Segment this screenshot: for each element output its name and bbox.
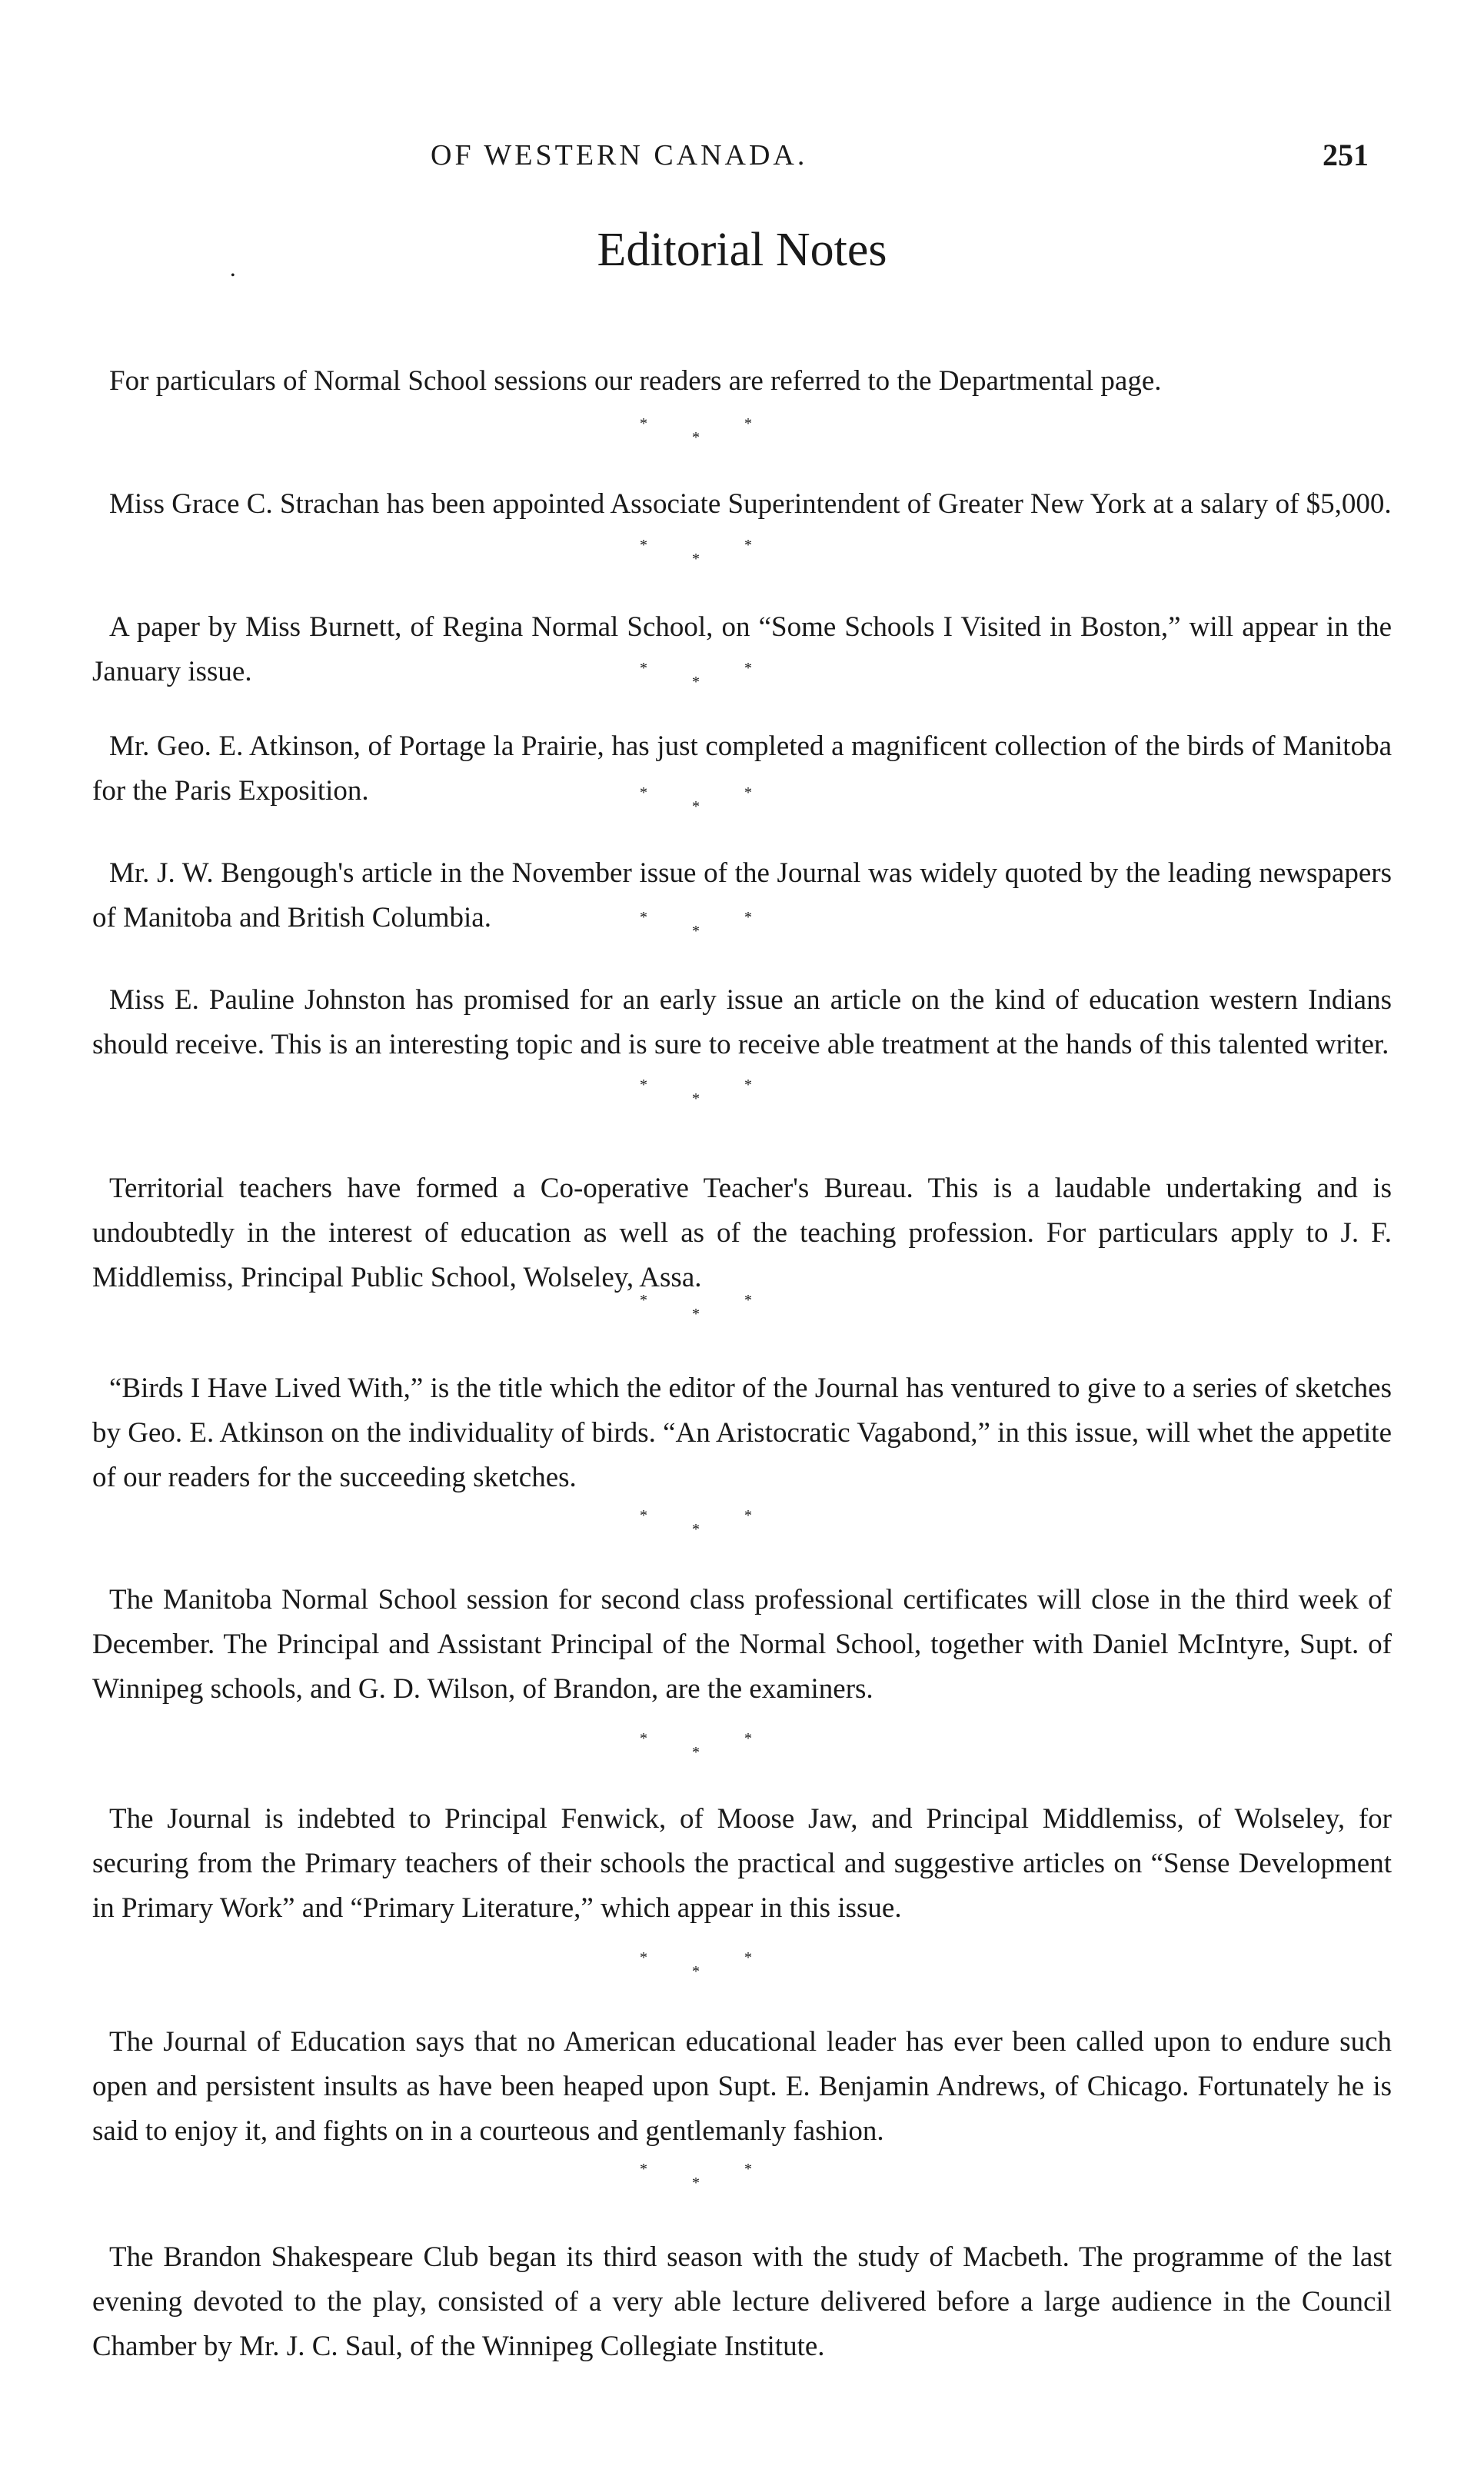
note-teachers-bureau: Territorial teachers have formed a Co-operative Teacher's Bureau. This is a laudable undertaking and is undoubtedly in the interest of education as well as of the teaching profession. For particulars apply to J. F. Middlemiss, Principal Public School, Wolseley, Assa. bbox=[92, 1173, 1392, 1293]
note-separator: * * * bbox=[640, 1076, 752, 1107]
note-separator: * * * bbox=[640, 660, 752, 690]
note-andrews: The Journal of Education says that no American educational leader has ever been called upon to endure such open and persistent insults as have been heaped upon Supt. E. Benjamin Andrews, of Chicago. Fortunately he is said to enjoy it, and fights on in a courteous and gentlemanly fashion. bbox=[92, 2026, 1392, 2147]
note-birds-sketches: “Birds I Have Lived With,” is the title which the editor of the Journal has ventured to give to a series of sketches by Geo. E. Atkinson on the individuality of birds. “An Aristocratic Vagabond,” in this issue, will whet the appetite of our readers for the succeeding sketches. bbox=[92, 1373, 1392, 1493]
note-separator: * * * bbox=[640, 1292, 752, 1323]
ink-speck: • bbox=[231, 269, 235, 282]
note-burnett-paper: A paper by Miss Burnett, of Regina Normal School, on “Some Schools I Visited in Boston,” will appear in the January issue. bbox=[92, 611, 1392, 687]
note-separator: * * * bbox=[640, 784, 752, 815]
note-shakespeare-club: The Brandon Shakespeare Club began its third season with the study of Macbeth. The programme of the last evening devoted to the play, consisted of a very able lecture delivered before a large audience in the Council Chamber by Mr. J. C. Saul, of the Winnipeg Collegiate Institute. bbox=[92, 2241, 1392, 2362]
note-separator: * * * bbox=[640, 415, 752, 446]
note-separator: * * * bbox=[640, 537, 752, 567]
note-primary-articles: The Journal is indebted to Principal Fenwick, of Moose Jaw, and Principal Middlemiss, of Wolseley, for securing from the Primary teachers of their schools the practical and suggestive articles on “Sense Development in Primary Work” and “Primary Literature,” which appear in this issue. bbox=[92, 1803, 1392, 1924]
note-strachan: Miss Grace C. Strachan has been appointed Associate Superintendent of Greater New York at a salary of $5,000. bbox=[109, 488, 1392, 520]
note-separator: * * * bbox=[640, 1730, 752, 1761]
page-number: 251 bbox=[1323, 138, 1369, 172]
note-separator: * * * bbox=[640, 1507, 752, 1538]
note-bengough-article: Mr. J. W. Bengough's article in the November issue of the Journal was widely quoted by the leading newspapers of Manitoba and British Columbia. bbox=[92, 857, 1392, 933]
note-normal-school-session: The Manitoba Normal School session for second class professional certificates will close in the third week of December. The Principal and Assistant Principal of the Normal School, together with Daniel McIntyre, Supt. of Winnipeg schools, and G. D. Wilson, of Brandon, are the examiners. bbox=[92, 1584, 1392, 1705]
note-separator: * * * bbox=[640, 909, 752, 940]
note-atkinson-collection: Mr. Geo. E. Atkinson, of Portage la Prairie, has just completed a magnificent collection of the birds of Manitoba for the Paris Exposition. bbox=[92, 730, 1392, 807]
note-johnston-article: Miss E. Pauline Johnston has promised for an early issue an article on the kind of education western Indians should receive. This is an interesting topic and is sure to receive able treatment at the hands of this talented writer. bbox=[92, 984, 1392, 1060]
running-head: OF WESTERN CANADA. bbox=[431, 139, 808, 171]
note-separator: * * * bbox=[640, 2161, 752, 2191]
note-normal-school-sessions: For particulars of Normal School sessions our readers are referred to the Departmental page. bbox=[109, 365, 1162, 397]
note-separator: * * * bbox=[640, 1949, 752, 1980]
page-title: Editorial Notes bbox=[597, 224, 887, 276]
